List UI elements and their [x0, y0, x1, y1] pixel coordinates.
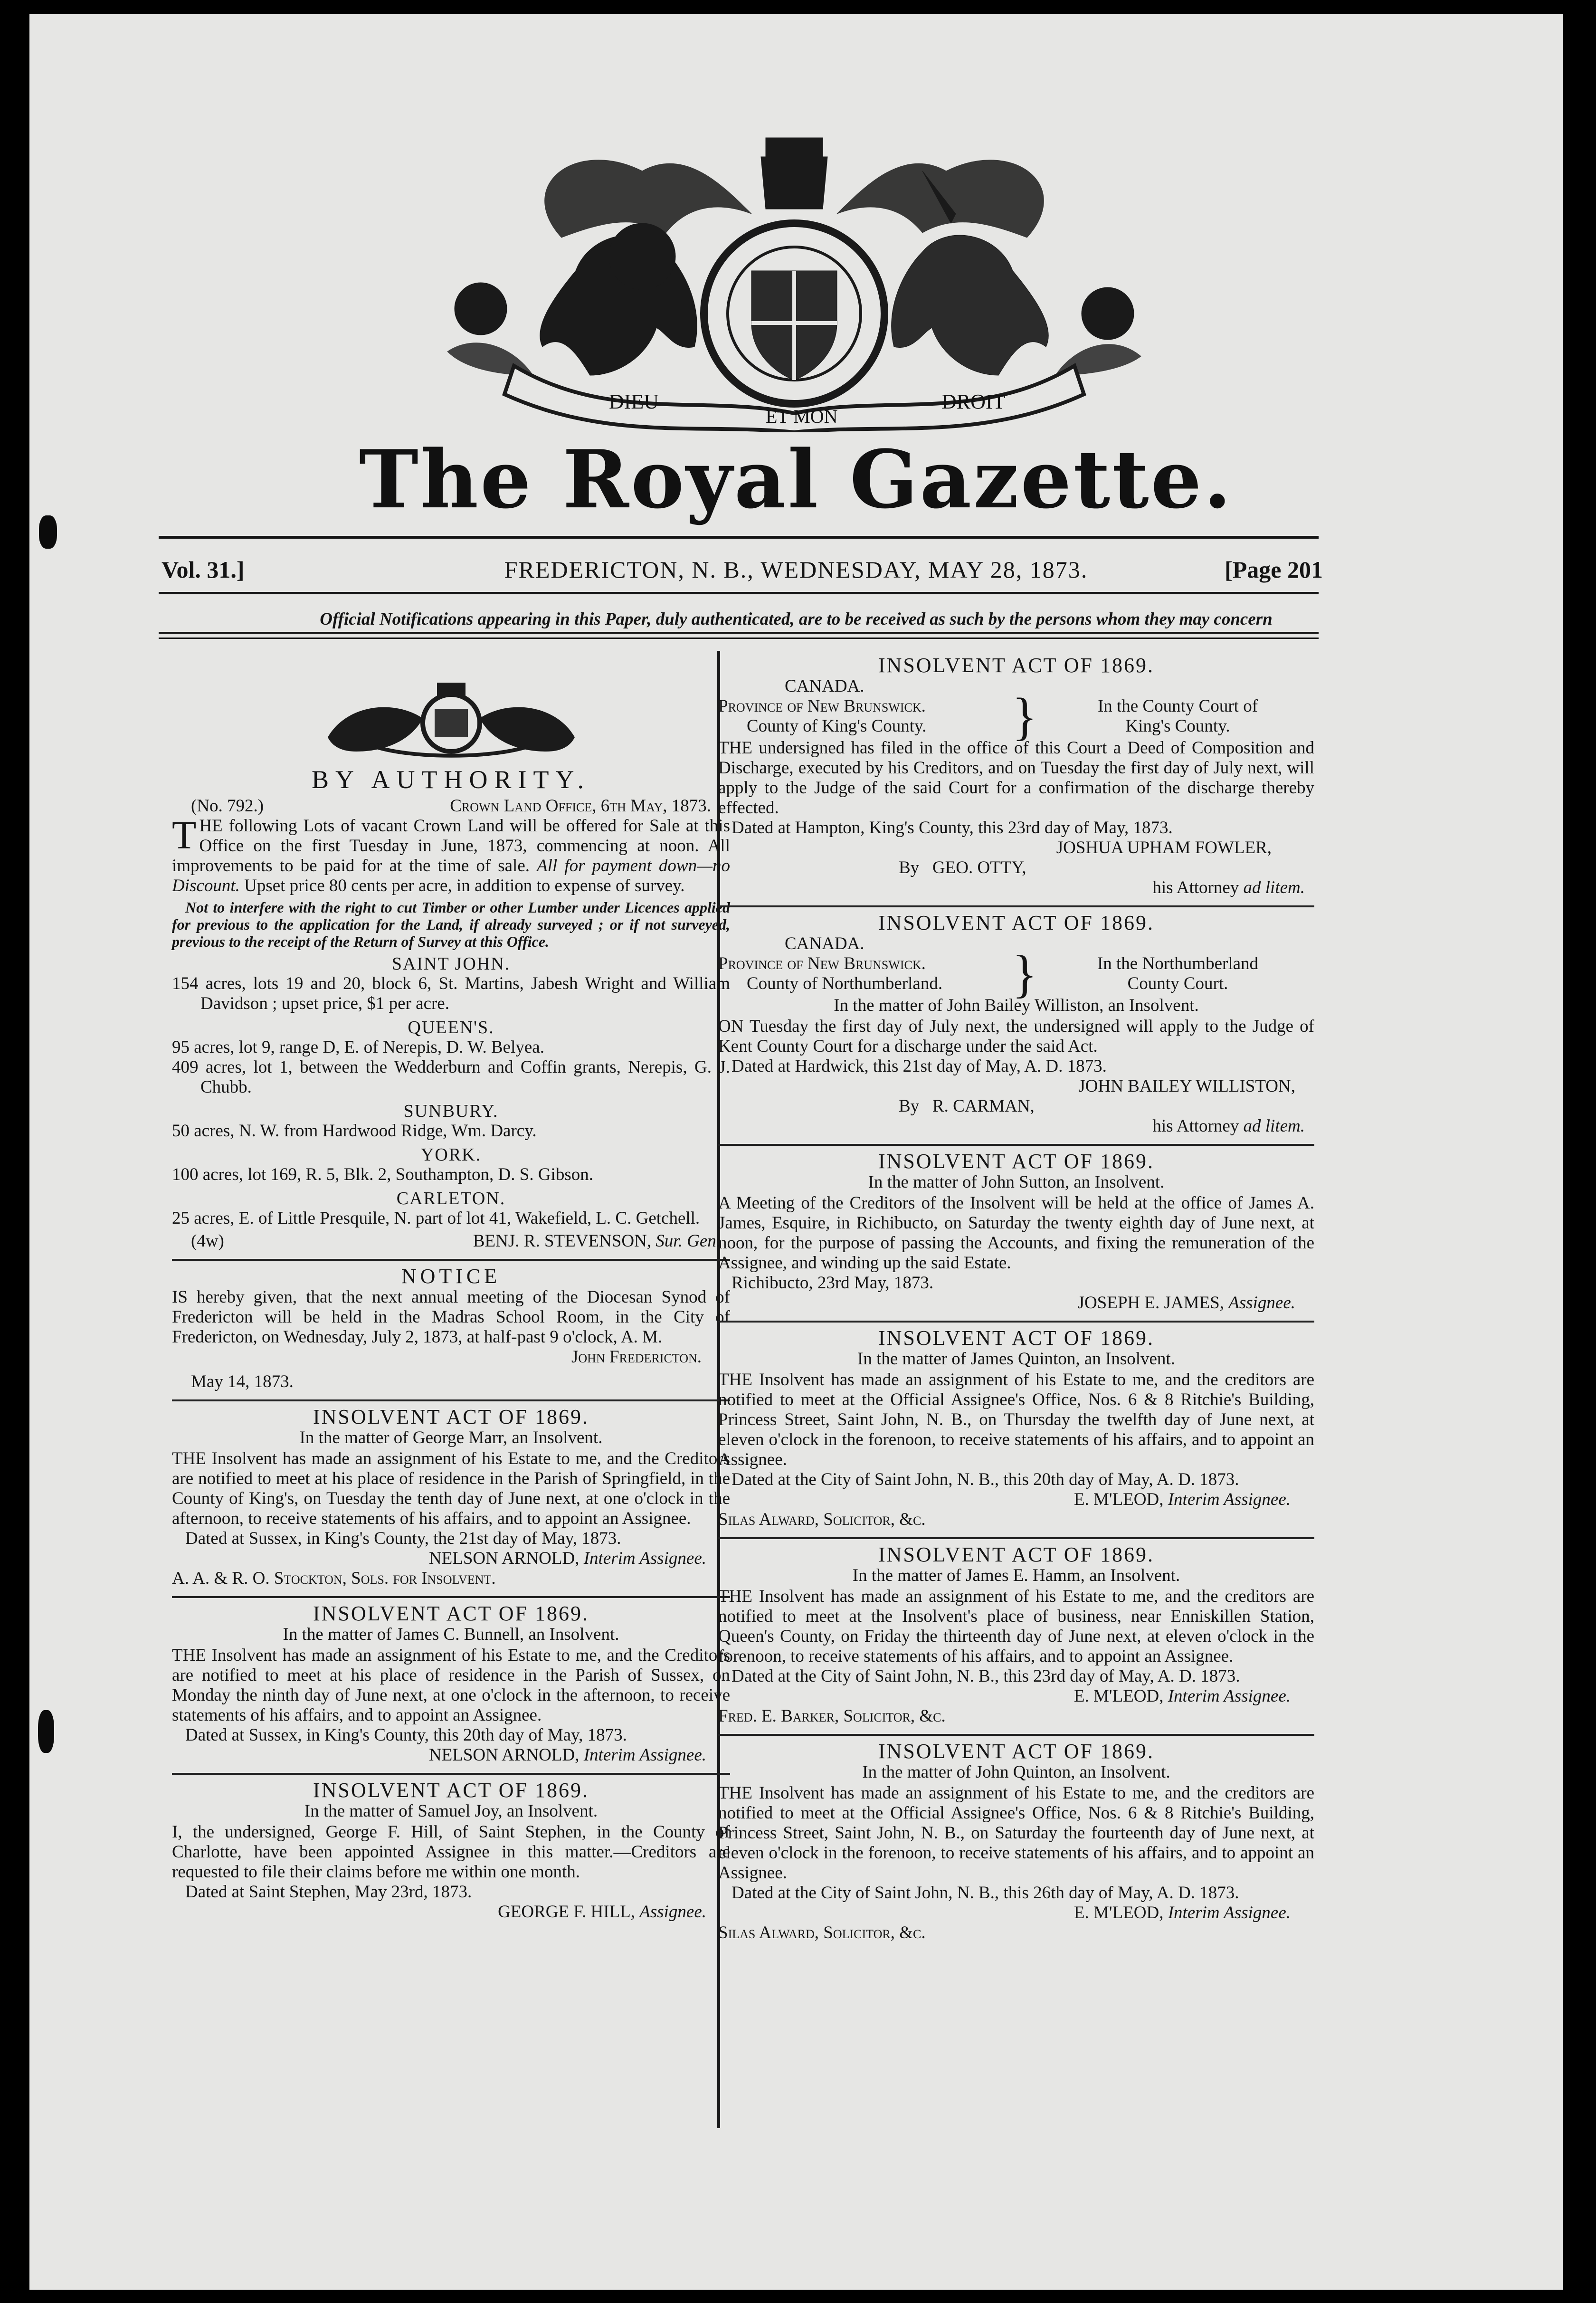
county-saint-john: SAINT JOHN.: [391, 954, 511, 974]
synod-date: May 14, 1873.: [191, 1372, 294, 1391]
lot-entry: 409 acres, lot 1, between the Wedderburn and Coffin grants, Nerepis, G. J. Chubb.: [172, 1057, 730, 1097]
insolvent-heading: INSOLVENT ACT OF 1869.: [878, 1740, 1155, 1763]
insolvent-body: THE Insolvent has made an assignment of his Estate to me, and the creditors are notified to meet at the Official Assignee's Office, Nos. 6 & 8 Ritchie's Building, Princess Street, Saint John, N. B., on Thursday the twelfth day of June next, at eleven o'clock in the forenoon, to receive statements of his affairs, and to appoint an Assignee.: [718, 1370, 1314, 1469]
lot-entry: 95 acres, lot 9, range D, E. of Nerepis, D. W. Belyea.: [172, 1037, 544, 1057]
province-label: Province of New Brunswick.: [718, 954, 926, 973]
brace-icon: }: [1012, 687, 1037, 745]
province-label: Province of New Brunswick.: [718, 696, 926, 716]
insolvent-heading: INSOLVENT ACT OF 1869.: [313, 1405, 589, 1428]
county-sunbury: SUNBURY.: [403, 1101, 499, 1121]
dateline: FREDERICTON, N. B., WEDNESDAY, MAY 28, 1873.: [504, 556, 1088, 583]
lot-entry: 50 acres, N. W. from Hardwood Ridge, Wm. Darcy.: [172, 1121, 537, 1141]
insolvent-body: THE Insolvent has made an assignment of his Estate to me, and the Creditors are notified to meet at his place of residence in the Parish of Springfield, in the County of King's, on Tuesday the tenth day of June next, at one o'clock in the afternoon, to receive statements of his affairs, and to appoint an Assignee.: [172, 1449, 730, 1528]
insolvent-matter: In the matter of John Quinton, an Insolvent.: [862, 1762, 1170, 1782]
small-coat-of-arms: [318, 676, 584, 761]
motto-droit: DROIT: [941, 390, 1006, 413]
scan-mark: [38, 1710, 54, 1753]
court-name-2: King's County.: [1125, 716, 1230, 736]
county-queens: QUEEN'S.: [408, 1018, 494, 1037]
attorney-role: his Attorney ad litem.: [1152, 878, 1305, 897]
section-rule: [718, 1734, 1314, 1736]
dateline-rule: [159, 592, 1319, 594]
court-name-2: County Court.: [1127, 974, 1228, 993]
insolvent-body: ON Tuesday the first day of July next, the undersigned will apply to the Judge of Kent County Court for a discharge under the said Act.: [718, 1017, 1314, 1056]
county-carleton: CARLETON.: [396, 1189, 506, 1209]
crown-land-office: Crown Land Office, 6th May, 1873.: [450, 796, 711, 816]
royal-coat-of-arms: [419, 128, 1169, 432]
official-notice-line: Official Notifications appearing in this Paper, duly authenticated, are to be received as such by the persons whom they may concern: [320, 609, 1273, 629]
masthead-rule: [159, 536, 1319, 539]
insertion-tag: (4w): [191, 1231, 224, 1251]
official-rule-bottom: [159, 638, 1319, 639]
crown-land-header: [172, 796, 730, 816]
insolvent-signer: JOSEPH E. JAMES, Assignee.: [1077, 1293, 1295, 1313]
surveyor-general: BENJ. R. STEVENSON, Sur. Gen.: [473, 1231, 721, 1251]
solicitor-line: Fred. E. Barker, Solicitor, &c.: [718, 1706, 946, 1726]
motto-dieu: DIEU: [609, 390, 659, 413]
canada-label: CANADA.: [785, 934, 864, 953]
newspaper-page: [29, 14, 1563, 2290]
official-rule-top: [159, 632, 1319, 634]
section-rule: [172, 1399, 730, 1401]
right-column: [718, 656, 1314, 1943]
crown-land-body: THE following Lots of vacant Crown Land will be offered for Sale at this Office on the first Tuesday in June, 1873, commencing at noon. All improvements to be paid for at the time of sale. All for payment down—no Discount. Upset price 80 cents per acre, in addition to expense of survey.: [172, 813, 731, 895]
insolvent-dated: Dated at Sussex, in King's County, the 21st day of May, 1873.: [185, 1529, 621, 1548]
left-column: [172, 656, 730, 1922]
insolvent-matter: In the matter of George Marr, an Insolvent.: [299, 1428, 603, 1447]
insolvent-body: A Meeting of the Creditors of the Insolvent will be held at the office of James A. James, Esquire, in Richibucto, on Saturday the twenty eighth day of June next, at noon, for the purpose of passing the Accounts, and fixing the remuneration of the Assignee, and winding up the said Estate.: [718, 1193, 1314, 1273]
insolvent-dated: Dated at the City of Saint John, N. B., this 20th day of May, A. D. 1873.: [732, 1470, 1239, 1489]
attorney-line: By GEO. OTTY,: [899, 858, 1026, 877]
insolvent-signer: E. M'LEOD, Interim Assignee.: [1074, 1490, 1291, 1509]
synod-notice-body: IS hereby given, that the next annual meeting of the Diocesan Synod of Fredericton will be held in the Madras School Room, in the City of Fredericton, on Wednesday, July 2, 1873, at half-past 9 o'clock, A. M.: [172, 1287, 730, 1347]
insolvent-dated: Dated at Sussex, in King's County, this 20th day of May, 1873.: [185, 1725, 627, 1745]
section-rule: [718, 1537, 1314, 1539]
insolvent-body: THE undersigned has filed in the office of this Court a Deed of Composition and Discharge, executed by his Creditors, and on Tuesday the first day of July next, will apply to the Judge of the said Court for a confirmation of the discharge thereby effected.: [718, 738, 1314, 818]
court-name: In the County Court of: [1097, 696, 1258, 716]
motto-et-mon: ET MON: [766, 406, 838, 427]
county-label: County of Northumberland.: [747, 974, 943, 993]
brace-icon: }: [1012, 945, 1037, 1003]
county-label: County of King's County.: [747, 716, 927, 736]
attorney-role: his Attorney ad litem.: [1152, 1116, 1305, 1136]
notice-heading: NOTICE: [401, 1265, 501, 1288]
court-jurisdiction: [718, 945, 1314, 1003]
by-authority-heading: BY AUTHORITY.: [311, 765, 591, 794]
insolvent-heading: INSOLVENT ACT OF 1869.: [878, 654, 1155, 677]
attorney-line: By R. CARMAN,: [899, 1096, 1035, 1116]
insolvent-heading: INSOLVENT ACT OF 1869.: [878, 911, 1155, 934]
insolvent-dated: Dated at the City of Saint John, N. B., this 26th day of May, A. D. 1873.: [732, 1883, 1239, 1903]
lot-entry: 25 acres, E. of Little Presquile, N. part of lot 41, Wakefield, L. C. Getchell.: [172, 1209, 700, 1228]
section-rule: [172, 1259, 730, 1261]
insolvent-heading: INSOLVENT ACT OF 1869.: [878, 1326, 1155, 1350]
insolvent-heading: INSOLVENT ACT OF 1869.: [313, 1779, 589, 1802]
insolvent-solicitors: A. A. & R. O. Stockton, Sols. for Insolvent.: [172, 1569, 496, 1588]
insolvent-name: JOSHUA UPHAM FOWLER,: [1056, 838, 1272, 857]
lot-entry: 154 acres, lots 19 and 20, block 6, St. Martins, Jabesh Wright and William Davidson ; upset price, $1 per acre.: [172, 974, 730, 1013]
insolvent-heading: INSOLVENT ACT OF 1869.: [878, 1150, 1155, 1173]
court-jurisdiction: [718, 687, 1314, 745]
insolvent-heading: INSOLVENT ACT OF 1869.: [878, 1543, 1155, 1566]
insolvent-body: THE Insolvent has made an assignment of his Estate to me, and the Creditors are notified to meet at his place of residence in the Parish of Sussex, on Monday the ninth day of June next, at one o'clock in the afternoon, to receive statements of his affairs, and to appoint an Assignee.: [172, 1646, 730, 1725]
insolvent-matter: In the matter of John Bailey Williston, an Insolvent.: [834, 996, 1199, 1015]
section-rule: [172, 1773, 730, 1775]
section-rule: [718, 905, 1314, 907]
insolvent-dated: Dated at Hardwick, this 21st day of May, A. D. 1873.: [732, 1056, 1107, 1076]
payment-terms: All for payment down—no Discount.: [172, 856, 731, 895]
volume-number: Vol. 31.]: [162, 556, 245, 583]
insolvent-dated: Dated at Hampton, King's County, this 23rd day of May, 1873.: [732, 818, 1173, 837]
insolvent-body: THE Insolvent has made an assignment of his Estate to me, and the creditors are notified to meet at the Insolvent's place of business, near Enniskillen Station, Queen's County, on Friday the thirteenth day of June next, at eleven o'clock in the forenoon, to receive statements of his affairs, and to appoint an Assignee.: [718, 1587, 1314, 1666]
section-rule: [172, 1596, 730, 1598]
county-york: YORK.: [420, 1145, 482, 1165]
insolvent-dated: Dated at Saint Stephen, May 23rd, 1873.: [185, 1882, 472, 1902]
insolvent-signer: GEORGE F. HILL, Assignee.: [498, 1902, 706, 1922]
insolvent-signer: E. M'LEOD, Interim Assignee.: [1074, 1686, 1291, 1706]
page-number: [Page 201: [1225, 556, 1323, 583]
insolvent-matter: In the matter of John Sutton, an Insolvent.: [868, 1172, 1165, 1192]
section-rule: [718, 1144, 1314, 1146]
insolvent-heading: INSOLVENT ACT OF 1869.: [313, 1602, 589, 1625]
solicitor-line: Silas Alward, Solicitor, &c.: [718, 1510, 926, 1529]
insolvent-signer: NELSON ARNOLD, Interim Assignee.: [428, 1745, 706, 1765]
court-name: In the Northumberland: [1097, 954, 1259, 973]
synod-signer: John Fredericton.: [571, 1347, 702, 1367]
insolvent-signer: E. M'LEOD, Interim Assignee.: [1074, 1903, 1291, 1922]
insolvent-body: THE Insolvent has made an assignment of his Estate to me, and the creditors are notified to meet at the Official Assignee's Office, Nos. 6 & 8 Ritchie's Building, Princess Street, Saint John, N. B., on Saturday the fourteenth day of June next, at eleven o'clock in the forenoon, to receive statements of his affairs, and to appoint an Assignee.: [718, 1783, 1314, 1883]
insolvent-dated: Dated at the City of Saint John, N. B., this 23rd day of May, A. D. 1873.: [732, 1666, 1240, 1686]
newspaper-title: The Royal Gazette.: [359, 432, 1234, 526]
crown-land-caveat: Not to interfere with the right to cut Timber or other Lumber under Licences applied for previous to the application for the Land, if already surveyed ; or if not surveyed, previous to the receipt of the Return of Survey at this Office.: [172, 899, 730, 950]
insolvent-name: JOHN BAILEY WILLISTON,: [1078, 1076, 1295, 1096]
insolvent-matter: In the matter of James C. Bunnell, an Insolvent.: [283, 1625, 619, 1644]
insolvent-matter: In the matter of James Quinton, an Insolvent.: [857, 1349, 1175, 1369]
crown-land-signature: [172, 1231, 730, 1251]
insolvent-matter: In the matter of James E. Hamm, an Insolvent.: [852, 1566, 1180, 1585]
solicitor-line: Silas Alward, Solicitor, &c.: [718, 1923, 926, 1942]
canada-label: CANADA.: [785, 676, 864, 696]
insolvent-matter: In the matter of Samuel Joy, an Insolvent.: [304, 1801, 598, 1821]
insolvent-signer: NELSON ARNOLD, Interim Assignee.: [428, 1549, 706, 1568]
insolvent-body: I, the undersigned, George F. Hill, of Saint Stephen, in the County of Charlotte, have been appointed Assignee in this matter.—Creditors are requested to file their claims before me within one month.: [172, 1822, 730, 1882]
insolvent-dated: Richibucto, 23rd May, 1873.: [732, 1273, 934, 1293]
drop-cap: T: [172, 813, 197, 857]
section-rule: [718, 1321, 1314, 1323]
notice-number: (No. 792.): [191, 796, 264, 816]
lot-entry: 100 acres, lot 169, R. 5, Blk. 2, Southampton, D. S. Gibson.: [172, 1165, 593, 1184]
